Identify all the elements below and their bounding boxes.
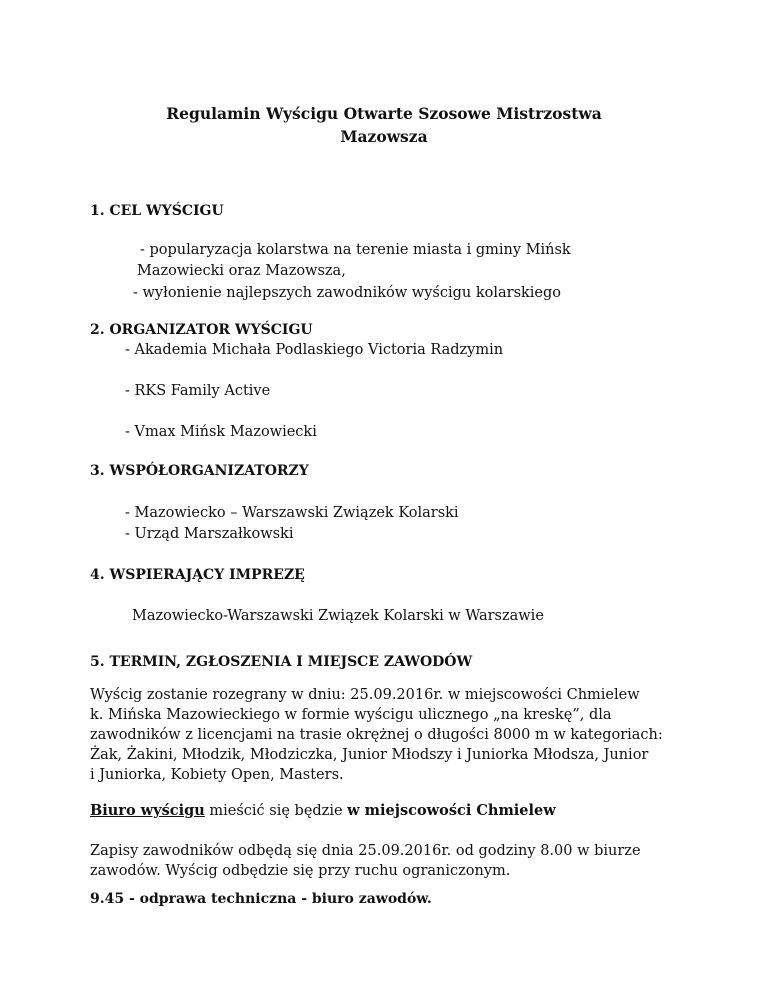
race-office-label: Biuro wyścigu xyxy=(90,802,205,819)
section-1-line-2: Mazowiecki oraz Mazowsza, xyxy=(137,263,346,279)
title-line-1: Regulamin Wyścigu Otwarte Szosowe Mistrzostwa xyxy=(166,104,602,123)
section-5-heading: 5. TERMIN, ZGŁOSZENIA I MIEJSCE ZAWODÓW xyxy=(90,654,473,670)
race-description-line-3: zawodników z licencjami na trasie okrężnej o długości 8000 m w kategoriach: xyxy=(90,727,663,743)
organizer-item-3: - Vmax Mińsk Mazowiecki xyxy=(125,424,317,440)
race-office-line xyxy=(90,802,556,819)
race-description-line-2: k. Mińska Mazowieckiego w formie wyścigu ulicznego „na kreskę”, dla xyxy=(90,707,612,723)
section-2-heading: 2. ORGANIZATOR WYŚCIGU xyxy=(90,322,313,338)
registration-line-1: Zapisy zawodników odbędą się dnia 25.09.2016r. od godziny 8.00 w biurze xyxy=(90,843,641,859)
technical-briefing: 9.45 - odprawa techniczna - biuro zawodów. xyxy=(90,891,432,907)
co-organizer-item-1: - Mazowiecko – Warszawski Związek Kolarski xyxy=(125,505,459,521)
race-office-middle-text: mieścić się będzie xyxy=(204,803,348,819)
section-1-line-1: - popularyzacja kolarstwa na terenie miasta i gminy Mińsk xyxy=(140,242,571,258)
title-line-2: Mazowsza xyxy=(340,127,428,146)
race-description-line-5: i Juniorka, Kobiety Open, Masters. xyxy=(90,767,344,783)
registration-paragraph xyxy=(90,841,690,881)
race-office-place: w miejscowości Chmielew xyxy=(347,802,556,819)
supporter-text: Mazowiecko-Warszawski Związek Kolarski w Warszawie xyxy=(132,608,544,624)
section-3-heading: 3. WSPÓŁORGANIZATORZY xyxy=(90,463,309,479)
race-description-line-1: Wyścig zostanie rozegrany w dniu: 25.09.2016r. w miejscowości Chmielew xyxy=(90,687,640,703)
section-1-line-3: - wyłonienie najlepszych zawodników wyścigu kolarskiego xyxy=(133,285,562,301)
organizer-item-1: - Akademia Michała Podlaskiego Victoria Radzymin xyxy=(125,342,504,358)
race-description xyxy=(90,685,690,785)
document-title xyxy=(90,102,678,148)
race-description-line-4: Żak, Żakini, Młodzik, Młodziczka, Junior Młodszy i Juniorka Młodsza, Junior xyxy=(90,747,649,763)
registration-line-2: zawodów. Wyścig odbędzie się przy ruchu ograniczonym. xyxy=(90,863,511,879)
co-organizer-item-2: - Urząd Marszałkowski xyxy=(125,526,294,542)
organizer-item-2: - RKS Family Active xyxy=(125,383,271,399)
section-1-heading: 1. CEL WYŚCIGU xyxy=(90,203,224,219)
section-4-heading: 4. WSPIERAJĄCY IMPREZĘ xyxy=(90,567,305,583)
